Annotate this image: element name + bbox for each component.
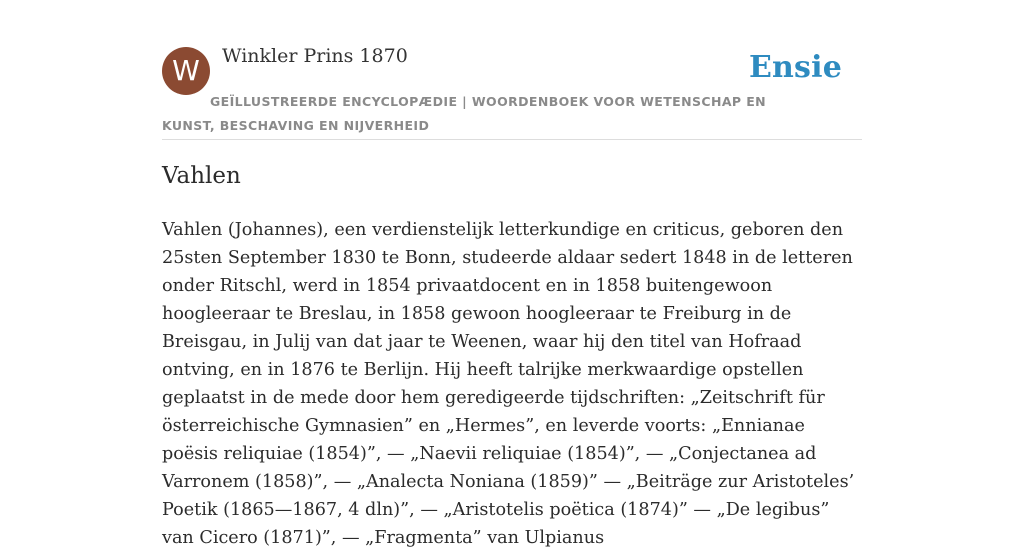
source-subtitle: GEÏLLUSTREERDE ENCYCLOPÆDIE | WOORDENBOEK VOOR WETENSCHAP EN KUNST, BESCHAVING EN NIJVERHEID (162, 94, 767, 133)
source-title-link[interactable]: Winkler Prins 1870 (222, 45, 408, 67)
ensie-logo-link[interactable]: Ensie (748, 50, 842, 85)
source-avatar[interactable]: W (162, 47, 210, 95)
header-divider (162, 139, 862, 140)
entry-body-text: Vahlen (Johannes), een verdienstelijk letterkundige en criticus, geboren den 25sten September 1830 te Bonn, studeerde aldaar sedert 1848 in de letteren onder Ritschl, werd in 1854 privaatdocent en in 1858 buitengewoon hoogleeraar te Breslau, in 1858 gewoon hoogleeraar te Freiburg in de Breisgau, in Julij van dat jaar te Weenen, waar hij den titel van Hofraad ontving, en in 1876 te Berlijn. Hij heeft talrijke merkwaardige opstellen geplaatst in de mede door hem geredigeerde tijdschriften: „Zeitschrift für österreichische Gymnasien” en „Hermes”, en leverde voorts: „Ennianae poësis reliquiae (1854)”, — „Naevii reliquiae (1854)”, — „Conjectanea ad Varronem (1858)”, — „Analecta Noniana (1859)” — „Beiträge zur Aristoteles’ Poetik (1865—1867, 4 dln)”, — „Aristotelis poëtica (1874)” — „De legibus” van Cicero (1871)”, — „Fragmenta” van Ulpianus (162, 220, 855, 548)
entry-title: Vahlen (162, 163, 241, 189)
